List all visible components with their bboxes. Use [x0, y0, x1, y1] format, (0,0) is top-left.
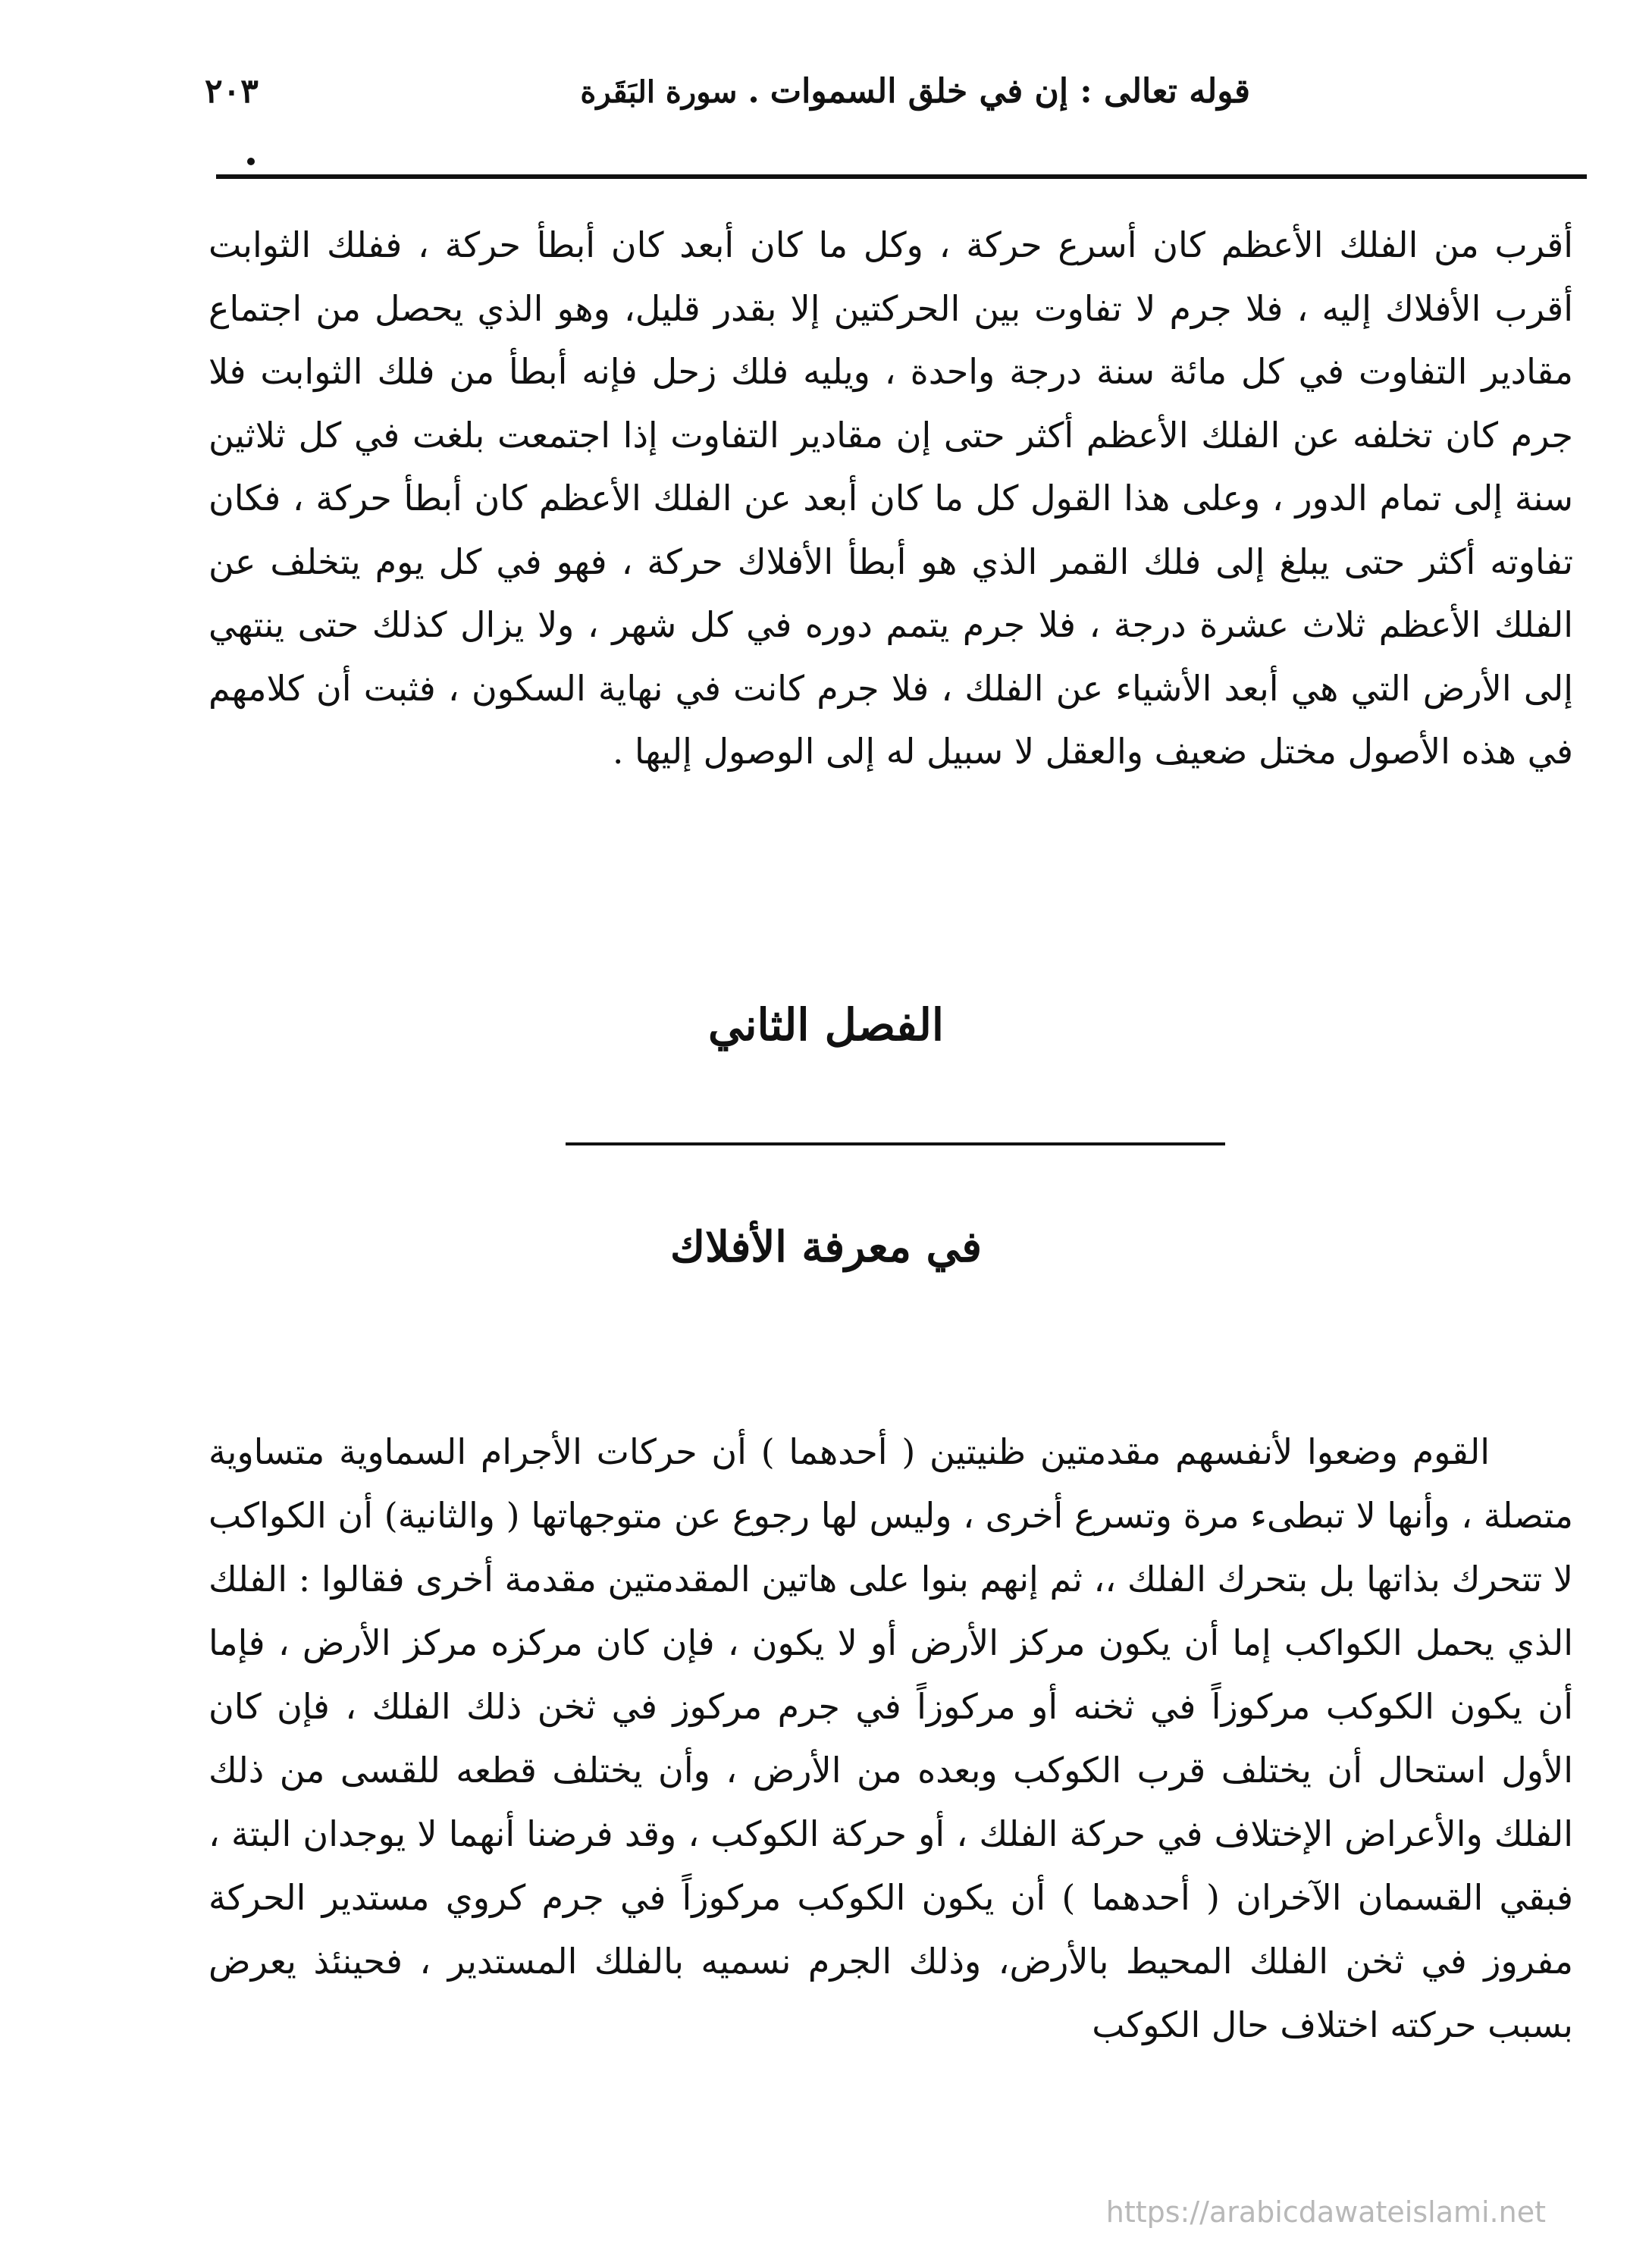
section-title: في معرفة الأفلاك: [670, 1222, 982, 1272]
header-dot: [247, 158, 255, 165]
header-separator: .: [748, 72, 760, 111]
running-header: [182, 72, 1250, 140]
body-paragraph-2: القوم وضعوا لأنفسهم مقدمتين ظنيتين ( أحدهما ) أن حركات الأجرام السماوية متساوية متصلة ، وأنها لا تبطىء مرة وتسرع أخرى ، وليس لها رجوع عن متوجهاتها ( والثانية) أن الكواكب لا تتحرك بذاتها بل بتحرك الفلك ،، ثم إنهم بنوا على هاتين المقدمتين مقدمة أخرى فقالوا : الفلك الذي يحمل الكواكب إما أن يكون مركز الأرض أو لا يكون ، فإن كان مركزه مركز الأرض ، فإما أن يكون الكوكب مركوزاً في ثخنه أو مركوزاً في جرم مركوز في ثخن ذلك الفلك ، فإن كان الأول استحال أن يختلف قرب الكوكب وبعده من الأرض ، وأن يختلف قطعه للقسى من ذلك الفلك والأعراض الإختلاف في حركة الفلك ، أو حركة الكوكب ، وقد فرضنا أنهما لا يوجدان البتة ، فبقي القسمان الآخران ( أحدهما ) أن يكون الكوكب مركوزاً في جرم كروي مستدير الحركة مفروز في ثخن الفلك المحيط بالأرض، وذلك الجرم نسميه بالفلك المستدير ، فحينئذ يعرض بسبب حركته اختلاف حال الكوكب: [208, 1431, 1573, 2045]
header-rule: [216, 174, 1587, 179]
page-number: ٢٠٣: [205, 72, 259, 111]
chapter-title: الفصل الثاني: [708, 999, 944, 1051]
body-paragraph-1: أقرب من الفلك الأعظم كان أسرع حركة ، وكل ما كان أبعد كان أبطأ حركة ، ففلك الثوابت أقرب الأفلاك إليه ، فلا جرم لا تفاوت بين الحركتين إلا بقدر قليل، وهو الذي يحصل من اجتماع مقادير التفاوت في كل مائة سنة درجة واحدة ، ويليه فلك زحل فإنه أبطأ من فلك الثوابت فلا جرم كان تخلفه عن الفلك الأعظم أكثر حتى إن مقادير التفاوت إذا اجتمعت بلغت في كل ثلاثين سنة إلى تمام الدور ، وعلى هذا القول كل ما كان أبعد عن الفلك الأعظم كان أبطأ حركة ، فكان تفاوته أكثر حتى يبلغ إلى فلك القمر الذي هو أبطأ الأفلاك حركة ، فهو في كل يوم يتخلف عن الفلك الأعظم ثلاث عشرة درجة ، فلا جرم يتمم دوره في كل شهر ، ولا يزال كذلك حتى ينتهي إلى الأرض التي هي أبعد الأشياء عن الفلك ، فلا جرم كانت في نهاية السكون ، فثبت أن كلامهم في هذه الأصول مختل ضعيف والعقل لا سبيل له إلى الوصول إليها .: [208, 224, 1573, 772]
header-title: قوله تعالى : إن في خلق السموات: [770, 72, 1250, 111]
header-title-line: [580, 72, 1250, 111]
watermark-url: https://arabicdawateislami.net: [1105, 2195, 1546, 2229]
chapter-divider: [566, 1142, 1225, 1145]
header-surah-name: سورة البَقَرة: [580, 74, 738, 110]
